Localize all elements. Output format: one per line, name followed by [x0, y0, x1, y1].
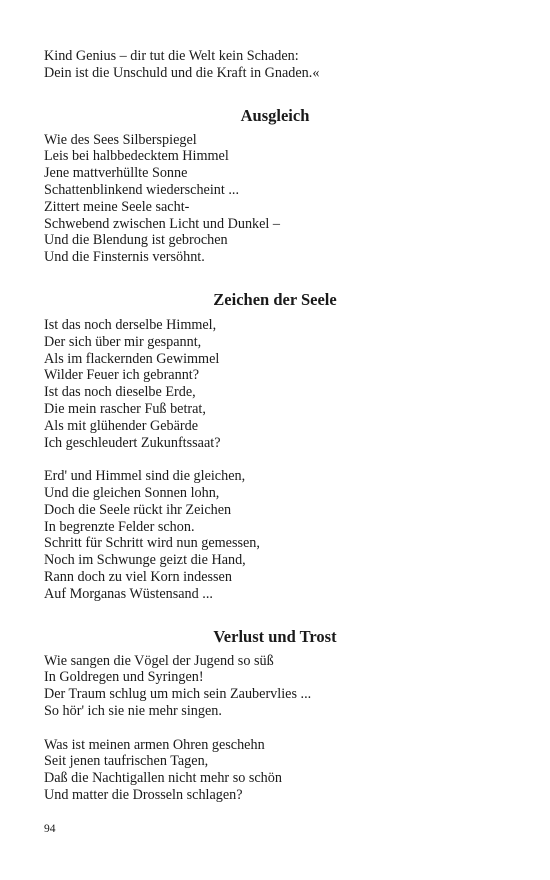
- verse-line: Rann doch zu viel Korn indessen: [44, 568, 232, 585]
- poem-verlust-und-trost: [44, 627, 506, 804]
- verse-line: Seit jenen taufrischen Tagen,: [44, 753, 209, 770]
- verse-line: Schwebend zwischen Licht und Dunkel –: [44, 215, 281, 232]
- verse-line: Ist das noch derselbe Himmel,: [44, 316, 217, 333]
- verse-line: Zittert meine Seele sacht-: [44, 198, 190, 215]
- verse-line: Was ist meinen armen Ohren geschehn: [44, 736, 265, 753]
- verse-line: Doch die Seele rückt ihr Zeichen: [44, 501, 232, 518]
- verse-line: Ich geschleudert Zukunftssaat?: [44, 434, 221, 451]
- poem-title: Verlust und Trost: [213, 626, 337, 646]
- verse-line: In Goldregen und Syringen!: [44, 669, 204, 686]
- verse-line: Die mein rascher Fuß betrat,: [44, 400, 206, 417]
- verse-line: Der sich über mir gespannt,: [44, 333, 202, 350]
- verse-line: Leis bei halbbedecktem Himmel: [44, 148, 229, 165]
- verse-line: Schattenblinkend wiederscheint ...: [44, 181, 240, 198]
- verse-line: Jene mattverhüllte Sonne: [44, 165, 188, 182]
- stanza: [44, 317, 506, 451]
- poem-ausgleich: [44, 106, 506, 266]
- verse-line: Der Traum schlug um mich sein Zaubervlies ...: [44, 686, 312, 703]
- verse-line: Kind Genius – dir tut die Welt kein Schaden:: [44, 48, 299, 64]
- verse-line: Und matter die Drosseln schlagen?: [44, 786, 243, 803]
- poem-title: Ausgleich: [240, 105, 310, 125]
- verse-line: Und die Finsternis versöhnt.: [44, 249, 205, 266]
- poem-zeichen-der-seele: [44, 290, 506, 603]
- verse-line: In begrenzte Felder schon.: [44, 518, 195, 535]
- verse-line: Als mit glühender Gebärde: [44, 417, 199, 434]
- opening-stanza: [44, 48, 506, 82]
- page-number: 94: [44, 823, 56, 835]
- verse-line: Auf Morganas Wüstensand ...: [44, 585, 213, 602]
- stanza: [44, 468, 506, 602]
- verse-line: Wilder Feuer ich gebrannt?: [44, 367, 200, 384]
- stanza: [44, 653, 506, 720]
- verse-line: Ist das noch dieselbe Erde,: [44, 384, 196, 401]
- verse-line: Und die Blendung ist gebrochen: [44, 232, 228, 249]
- verse-line: Und die gleichen Sonnen lohn,: [44, 484, 220, 501]
- verse-line: Dein ist die Unschuld und die Kraft in Gnaden.«: [44, 64, 320, 81]
- verse-line: Noch im Schwunge geizt die Hand,: [44, 552, 246, 569]
- stanza-gap: [44, 720, 506, 737]
- page-content: [44, 48, 506, 804]
- verse-line: So hör' ich sie nie mehr singen.: [44, 702, 222, 719]
- verse-line: Wie sangen die Vögel der Jugend so süß: [44, 652, 274, 669]
- stanza: [44, 737, 506, 804]
- stanza-gap: [44, 451, 506, 468]
- verse-line: Daß die Nachtigallen nicht mehr so schön: [44, 770, 282, 787]
- verse-line: Schritt für Schritt wird nun gemessen,: [44, 535, 260, 552]
- verse-line: Wie des Sees Silberspiegel: [44, 131, 197, 148]
- stanza: [44, 132, 506, 266]
- verse-line: Erd' und Himmel sind die gleichen,: [44, 468, 246, 485]
- poem-title: Zeichen der Seele: [213, 289, 337, 309]
- verse-line: Als im flackernden Gewimmel: [44, 350, 220, 367]
